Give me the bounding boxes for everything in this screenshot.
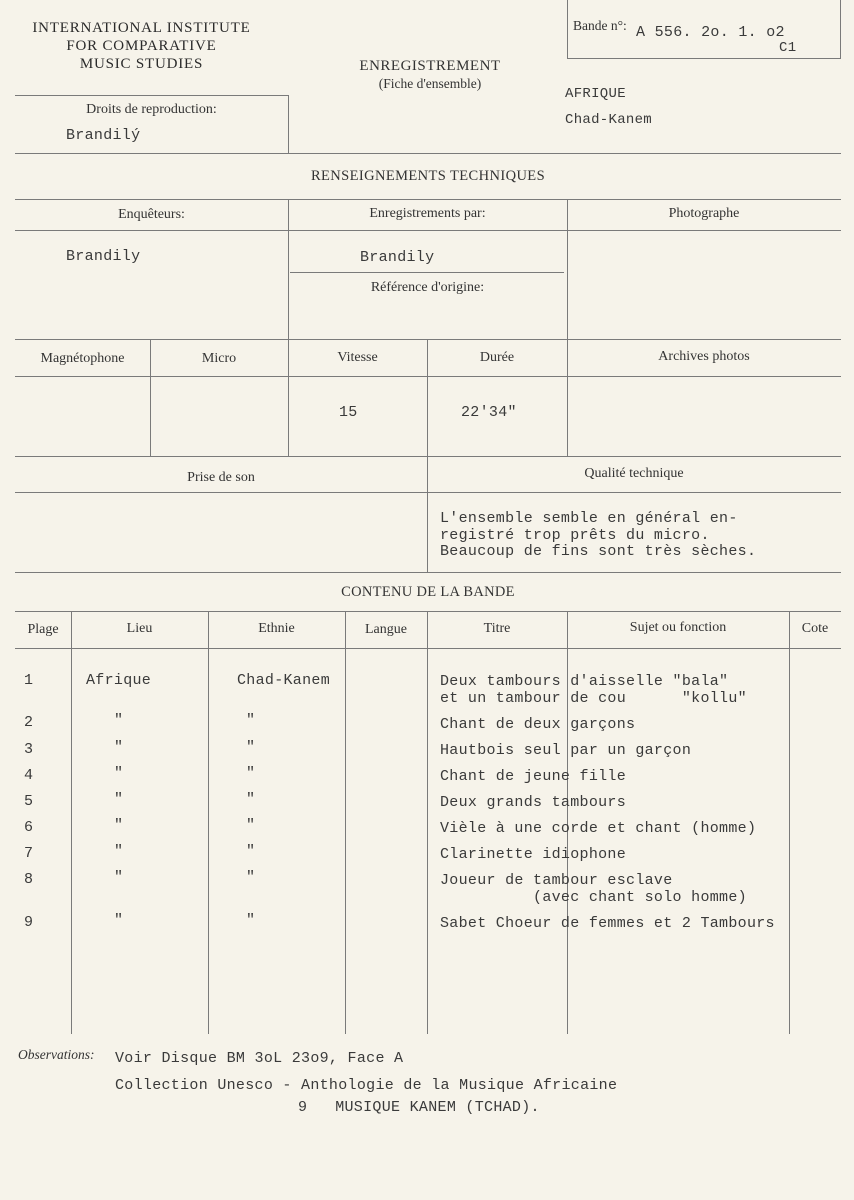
track-5-lieu: " [114, 791, 124, 808]
qualite-line-1: L'ensemble semble en général en- [440, 510, 738, 527]
track-2-titre: Chant de deux garçons [440, 716, 636, 733]
contenu-header: CONTENU DE LA BANDE [341, 584, 515, 600]
track-1-ethnie: Chad-Kanem [237, 672, 331, 689]
column-cote: Cote [801, 621, 829, 636]
track-4-lieu: " [114, 765, 124, 782]
track-6-lieu: " [114, 817, 124, 834]
column-lieu: Lieu [126, 621, 153, 636]
form-subtitle: (Fiche d'ensemble) [378, 76, 482, 91]
track-5-ethnie: " [246, 791, 256, 808]
institute-line-3: MUSIC STUDIES [79, 56, 204, 72]
tech-header: RENSEIGNEMENTS TECHNIQUES [310, 168, 546, 184]
institute-line-1: INTERNATIONAL INSTITUTE [32, 20, 251, 36]
micro-label: Micro [201, 351, 237, 366]
form-title: ENREGISTREMENT [359, 58, 501, 74]
observations-line-2: Collection Unesco - Anthologie de la Musique Africaine [115, 1077, 618, 1094]
track-9-lieu: " [114, 912, 124, 929]
bande-label: Bande n°: [573, 18, 627, 33]
droits-label: Droits de reproduction: [86, 102, 217, 117]
region-area: Chad-Kanem [565, 112, 653, 128]
vitesse-label: Vitesse [337, 350, 378, 365]
observations-line-1: Voir Disque BM 3oL 23o9, Face A [115, 1050, 404, 1067]
track-3-lieu: " [114, 739, 124, 756]
track-6-plage: 6 [24, 819, 34, 836]
track-9-plage: 9 [24, 914, 34, 931]
track-7-titre: Clarinette idiophone [440, 846, 627, 863]
enregistrements-par-label: Enregistrements par: [369, 206, 486, 221]
column-sujet: Sujet ou fonction [629, 620, 727, 635]
track-1-titre-2: et un tambour de cou "kollu" [440, 690, 747, 707]
track-2-ethnie: " [246, 712, 256, 729]
qualite-line-2: registré trop prêts du micro. [440, 527, 710, 544]
track-8-ethnie: " [246, 869, 256, 886]
track-9-ethnie: " [246, 912, 256, 929]
qualite-label: Qualité technique [584, 466, 684, 481]
track-4-ethnie: " [246, 765, 256, 782]
institute-line-2: FOR COMPARATIVE [66, 38, 217, 54]
column-ethnie: Ethnie [258, 621, 295, 636]
droits-value: Brandilý [66, 127, 141, 144]
qualite-line-3: Beaucoup de fins sont très sèches. [440, 543, 757, 560]
track-5-plage: 5 [24, 793, 34, 810]
track-7-ethnie: " [246, 843, 256, 860]
track-6-ethnie: " [246, 817, 256, 834]
track-6-titre: Vièle à une corde et chant (homme) [440, 820, 757, 837]
region-continent: AFRIQUE [565, 86, 626, 102]
track-3-plage: 3 [24, 741, 34, 758]
enqueteurs-label: Enquêteurs: [118, 207, 185, 222]
track-4-titre: Chant de jeune fille [440, 768, 627, 785]
column-titre: Titre [483, 621, 511, 636]
enqueteurs-value: Brandily [66, 248, 141, 265]
column-langue: Langue [365, 622, 407, 637]
track-8-plage: 8 [24, 871, 34, 888]
vitesse-value: 15 [339, 404, 358, 421]
column-plage: Plage [27, 622, 59, 637]
track-3-titre: Hautbois seul par un garçon [440, 742, 692, 759]
track-2-lieu: " [114, 712, 124, 729]
reference-label: Référence d'origine: [370, 280, 485, 295]
track-8-titre: Joueur de tambour esclave [440, 872, 673, 889]
archives-photos-label: Archives photos [658, 349, 750, 364]
track-8-titre-2: (avec chant solo homme) [440, 889, 747, 906]
track-7-plage: 7 [24, 845, 34, 862]
track-1-lieu: Afrique [86, 672, 152, 689]
track-8-lieu: " [114, 869, 124, 886]
duree-label: Durée [479, 350, 515, 365]
observations-label: Observations: [18, 1047, 95, 1062]
track-7-lieu: " [114, 843, 124, 860]
track-1-plage: 1 [24, 672, 34, 689]
observations-line-3: 9 MUSIQUE KANEM (TCHAD). [298, 1099, 540, 1116]
prise-de-son-label: Prise de son [187, 470, 255, 485]
magnetophone-label: Magnétophone [40, 351, 125, 366]
track-2-plage: 2 [24, 714, 34, 731]
track-4-plage: 4 [24, 767, 34, 784]
track-3-ethnie: " [246, 739, 256, 756]
photographe-label: Photographe [668, 206, 740, 221]
track-1-titre: Deux tambours d'aisselle "bala" [440, 673, 729, 690]
bande-sub: C1 [779, 40, 797, 56]
track-5-titre: Deux grands tambours [440, 794, 627, 811]
duree-value: 22'34" [461, 404, 517, 421]
track-9-titre: Sabet Choeur de femmes et 2 Tambours [440, 915, 775, 932]
enregistrements-par-value: Brandily [360, 249, 435, 266]
institute-name [14, 19, 269, 73]
bande-number: A 556. 2o. 1. o2 [636, 24, 785, 41]
